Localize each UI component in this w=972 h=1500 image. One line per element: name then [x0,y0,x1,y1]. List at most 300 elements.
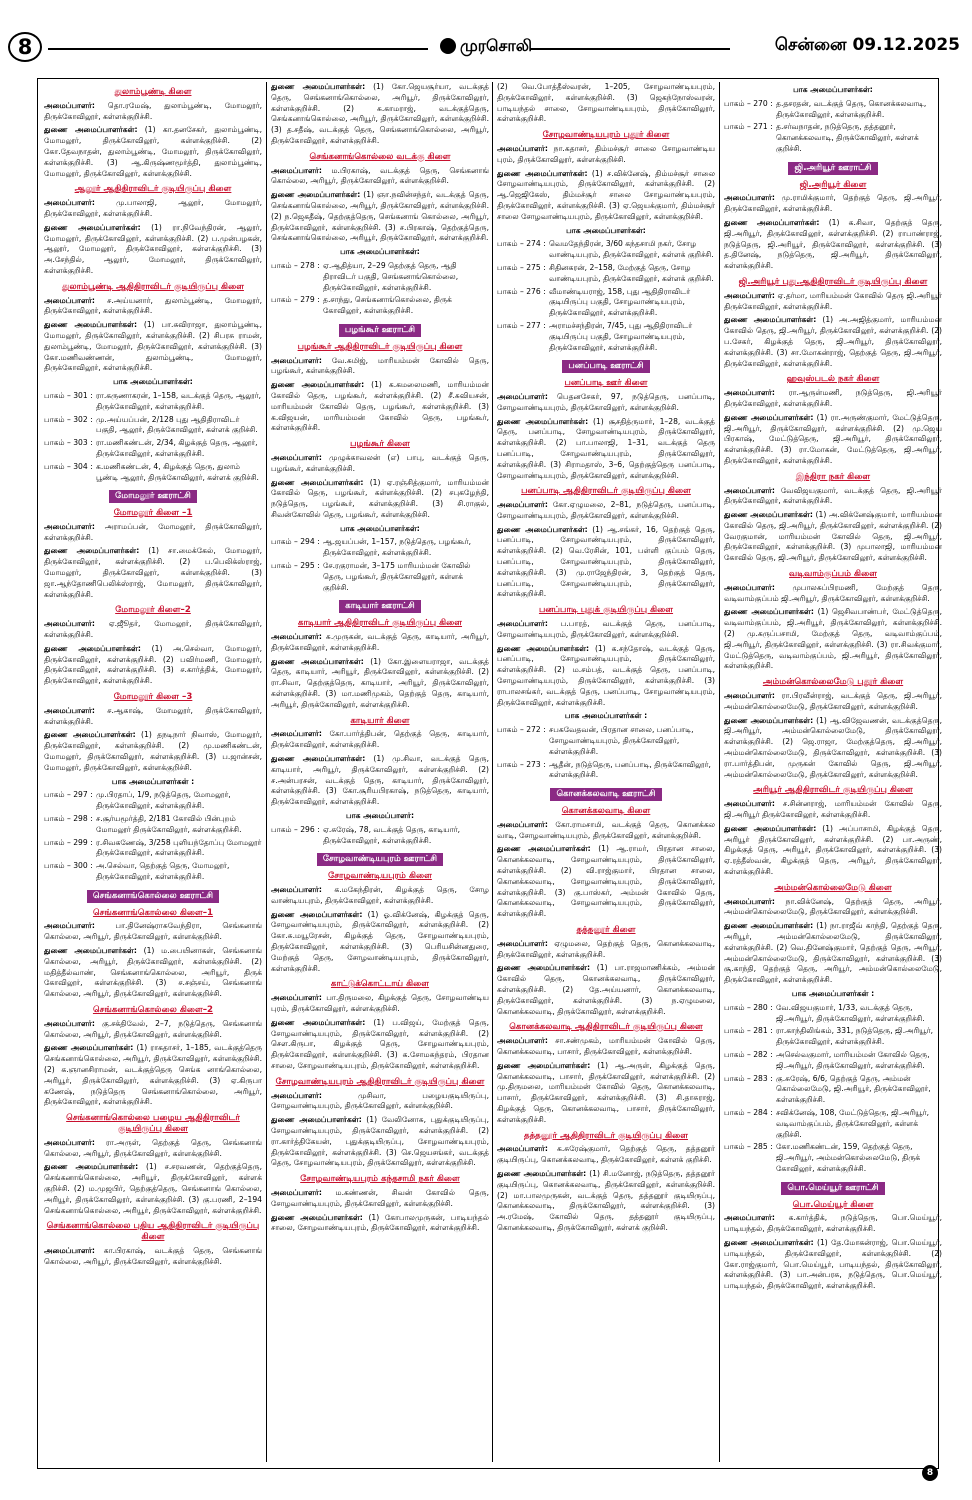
booth-number: பாகம் – 295 : [271,561,320,571]
role-label: அமைப்பாளர்: [44,1245,95,1255]
member-text: (1) அப்பாசாமி, கிழக்குத் தெரு, அரியூர் திருக்கோவிலூர், கள்ளக்குறிச்சி. (2) பா.அருண், கிழக்குத் தெரு, அரியூர், திருக்கோவிலூர், கள்ளக்குறிச்சி. (3) ஏ.ரத்தீஸ்வன், கிழக்குத் தெரு, அரியூர், திருக்கோவிலூர், கள்ளக்குறிச்சி. [724,823,942,876]
role-label: துணை அமைப்பாளர்கள்: [497,1168,587,1178]
booth-entry [44,391,262,413]
member-paragraph [271,729,489,751]
member-text: (1) ச.விக்னேஷ், திம்மச்சூர் சாலை சோழவாண்டியபுரம், திருக்கோவிலூர், கள்ளக்குறிச்சி. (2) ஆ.ஜெஜிகேஸ், திம்மச்சூர் சாலை சோழவாண்டியபுரம், திருக்கோவிலூர், கள்ளக்குறிச்சி. (3) ஏ.ஜெயக்குமார், திம்மச்சூர் சாலை சோழவாண்டியபுரம், திருக்கோவிலூர், கள்ளக்குறிச்சி. [497,168,715,221]
member-paragraph [497,169,715,223]
column-2 [271,82,489,1462]
branch-heading: செங்கனாங்கொல்லை பழைய ஆதிதிராவிடர் குடியிருப்பு கிளை [66,1113,240,1134]
branch-heading: பனப்பாடி ஆதிதிராவிடர் குடியிருப்பு கிளை [521,486,691,497]
role-label: துணை அமைப்பாளர்கள்: [271,82,366,91]
city-date: சென்னை 09.12.2025 [774,35,960,55]
member-paragraph [497,82,715,125]
member-paragraph [44,730,262,773]
role-label: துணை அமைப்பாளர்கள்: [44,1043,134,1053]
member-text: (1) ஆ.ராமர், பிரதான சாலை, கொனக்கலவாடி, சோழவாண்டியபுரம், திருக்கோவிலூர், கள்ளக்குறிச்சி. (2) வி.ராஜ்குமார், பிரதான சாலை, கொனக்கலவாடி, சோழவாண்டியபுரம், திருக்கோவிலூர், கள்ளக்குறிச்சி. (3) கு.பாஸ்கர், அம்மன் கோவில் தெரு, கொனக்கலவாடி, சோழவாண்டியபுரம், திருக்கோவிலூர், கள்ளக்குறிச்சி. [497,844,715,919]
booth-heading: பாக அமைப்பாளர்: [346,811,414,821]
member-paragraph [497,1144,715,1166]
booth-number: பாகம் – 279 : [271,295,320,305]
member-text: (1) ஆ.சங்கர், 16, தெற்குத் தெரு, பனப்பாடி, சோழவாண்டியபுரம், திருக்கோவிலூர், கள்ளக்குறிச்சி. (2) வெ.ரேசின், 101, பள்ளி குப்பம் தெரு, பனப்பாடி, சோழவாண்டியபுரம், திருக்கோவிலூர், கள்ளக்குறிச்சி. (3) மு.ராஜேந்திரன், 3, தெற்குத் தெரு, பனப்பாடி, சோழவாண்டியபுரம், திருக்கோவிலூர், கள்ளக்குறிச்சி. [497,524,715,599]
booth-number: பாகம் – 280 : [724,1002,773,1012]
panchayat-heading: மோமலூர் ஊராட்சி [109,490,197,503]
member-text: (1) ரா.அருண்குமார், மேட்டுத்தெரு, ஜி.அரியூர், திருக்கோவிலூர், கள்ளக்குறிச்சி. (2) மு.ஜெய பிரகாஷ், மேட்டுத்தெரு, ஜி.அரியூர், திருக்கோவிலூர், கள்ளக்குறிச்சி. (3) ரா.மோகன், மேட்டுத்தெரு, ஜி.அரியூர், திருக்கோவிலூர், கள்ளக்குறிச்சி. [724,412,942,465]
booth-agent: மு.பிரதாப், 1/9, நடுத்தெரு, மோமலூர், திருக்கோவிலூர், கள்ளக்குறிச்சி. [96,790,231,811]
role-label: துணை அமைப்பாளர்கள்: [724,510,813,520]
member-paragraph [497,144,715,166]
member-text: (1) ஜெசிவபாண்பர், மேட்டுத்தெரு, வடிவாம்குப்பம், ஜி.அரியூர், திருக்கோவிலூர், கள்ளக்குறிச்சி. (2) மு.கருப்பசாமி, மேற்குத் தெரு, வடிவாம்குப்பம், ஜி.அரியூர், திருக்கோவிலூர், கள்ளக்குறிச்சி. (3) ரா.சிவக்குமார், மேட்டுத்தெரு, வடிவாம்குப்பம், ஜி.அரியூர், திருக்கோவிலூர், கள்ளக்குறிச்சி. [724,607,942,671]
member-text: (1) ச.சரவணன், தெற்குத்தெரு, செங்கனாங்கொல்லை, அரியூர், திருக்கோவிலூர், கள்ளக் குறிச்சி. (2) ம.முஜபிர், தெற்குத்தெரு, செங்கனாங் கொல்லை, அரியூர், திருக்கோவிலூர், கள்ளக்குறிச்சி. (3) கு.பரணி, 2–194 செங்கனாங்கொல்லை, அரியூர், திருக்கோவிலூர், கள்ளக்குறிச்சி. [44,1162,262,1215]
member-paragraph [271,453,489,475]
branch-heading: பழங்கூர் ஆதிதிராவிடர் குடியிருப்பு கிளை [297,341,463,352]
branch-heading: ஹவுஸ்படல் நகர் கிளை [786,374,880,385]
booth-number: பாகம் – 273 : [497,759,546,769]
member-paragraph [497,500,715,522]
member-paragraph [271,632,489,654]
role-label: துணை அமைப்பாளர்கள்: [271,477,364,487]
booth-number: பாகம் – 276 : [497,286,546,296]
member-text: (1) அ.விக்னேஷ்குமார், மாரியம்மன் கோவில் தெரு, ஜி.அரியூர், திருக்கோவிலூர், கள்ளக்குறிச்சி. (2) வேரகுமான், மாரியம்மன் கோவில் தெரு, ஜி.அரியூர், திருக்கோவிலூர், கள்ளக்குறிச்சி. (3) முபாலாஜி, மாரியம்மன் கோவில் தெரு, ஜி.அரியூர், திருக்கோவிலூர், கள்ளக்குறிச்சி. [724,510,942,563]
role-label: துணை அமைப்பாளர்கள்: [271,754,366,764]
member-text: முழுக்காவலன் (எ) பாபு, வடக்குத் தெரு, பழங்கூர், கள்ளக்குறிச்சி. [271,452,489,473]
role-label: அமைப்பாளர்: [271,1090,322,1100]
member-text: (1) கோ.ஜெயசூர்யா, வடக்குத் தெரு, செங்கனாங்கொல்லை, அரியூர், திருக்கோவிலூர், கள்ளக்குறிச்சி. (2) சு.காமராஜ், வடக்குத்தெரு, செங்கனாங்கொல்லை, அரியூர், திருக்கோவிலூர், கள்ளக்குறிச்சி. (3) த.சதீஷ், வடக்குத் தெரு, செங்கனாங்கொல்லை, அரியூர், திருக்கோவிலூர், கள்ளக்குறிச்சி. [271,82,489,145]
panchayat-heading: பனப்பாடி ஊராட்சி [562,360,649,373]
role-label: அமைப்பாளர்: [44,921,95,931]
branch-heading: இந்திரா நகர் கிளை [795,471,871,482]
member-text: ம.கண்ணன், சிவன் கோவில் தெரு, சோழவாண்டியபுரம், திருக்கோவிலூர், கள்ளக்குறிச்சி. [271,1187,489,1208]
member-text: க.கார்த்திக், நடுத்தெரு, பொ.மெய்யூர், பாடியந்தல், திருக்கோவிலூர், கள்ளக்குறிச்சி. [724,1213,942,1234]
member-paragraph [44,706,262,728]
member-paragraph [271,166,489,188]
booth-agent: ரா.காந்திலிங்கம், 331, நடுத்தெரு, ஜி.அரியூர், திருக்கோவிலூர், கள்ளக்குறிச்சி. [776,1026,933,1047]
role-label: துணை அமைப்பாளர்கள்: [271,1017,366,1027]
column-4 [724,82,942,1462]
member-text: மு.ராமிக்குமார், தெற்குத் தெரு, ஜி.அரியூர், திருக்கோவிலூர், கள்ளக்குறிச்சி. [724,193,942,214]
member-text: க.மகேந்திரன், கிழக்குத் தெரு, சோழ வாண்டியபுரம், திருக்கோவிலூர், கள்ளக்குறிச்சி. [271,885,489,905]
role-label: அமைப்பாளர்: [271,355,322,365]
member-paragraph [271,910,489,975]
role-label: அமைப்பாளர்: [271,165,322,175]
booth-number: பாகம் – 297 : [44,790,93,800]
role-label: துணை அமைப்பாளர்கள்: [724,217,820,227]
booth-heading: பாக அமைப்பாளர்கள் : [791,988,875,998]
role-label: துணை அமைப்பாளர்கள்: [271,1212,363,1222]
booth-heading: பாக அமைப்பாளர்கள் : [564,711,648,721]
member-paragraph [271,754,489,808]
member-text: கோ.ராமசாமி, வடக்குத் தெரு, கொனக்கல வாடி, சோழவாண்டியபுரம், திருக்கோவிலூர், கள்ளக்குறிச்சி. [497,819,715,840]
role-label: அமைப்பாளர்: [44,100,95,110]
booth-number: பாகம் – 277 : [497,320,546,330]
role-label: துணை அமைப்பாளர்கள்: [271,380,365,390]
branch-heading: மோமலூர் கிளை –3 [113,692,193,703]
branch-heading: சோழவாண்டியபுரம் கந்தசாமி நகர் கிளை [300,1174,460,1185]
column-1 [44,82,262,1462]
role-label: அமைப்பாளர்: [724,388,775,398]
branch-heading: துலாம்பூண்டி ஆதிதிராவிடர் குடியிருப்பு கிளை [62,281,244,292]
member-text: ஏ.தர்மா, மாரியம்மன் கோவில் தெரு ஜி.அரியூர் திருக்கோவிலூர், கள்ளக்குறிச்சி. [724,290,942,311]
member-text: கோ.பார்த்திபன், தெற்குத் தெரு, காடியார், திருக்கோவிலூர், கள்ளக்குறிச்சி. [271,729,489,750]
role-label: அமைப்பாளர்: [497,938,548,948]
branch-heading: மோமலூர் கிளை–2 [115,605,191,616]
member-text: வேவிஜயகுமார், வடக்குத் தெரு, ஜி.அரியூர் திருக்கோவிலூர், கள்ளக்குறிச்சி. [724,485,942,506]
member-text: சு.முருகன், வடக்குத் தெரு, காடியார், அரியூர், திருக்கோவிலூர், கள்ளக்குறிச்சி. [271,632,489,652]
member-paragraph [44,1246,262,1268]
booth-entry [271,537,489,559]
role-label: அமைப்பாளர்: [497,500,548,510]
member-paragraph [271,1115,489,1169]
branch-heading: சோழவாண்டியபுரம் புதூர் கிளை [542,130,670,141]
role-label: துணை அமைப்பாளர்கள்: [724,921,814,931]
member-text: (1) க.சிவா, தெற்குத் தெரு, ஜி.அரியூர், திருக்கோவிலூர், கள்ளக்குறிச்சி. (2) ராபாண்ராஜ், நடுத்தெரு, ஜி.அரியூர், திருக்கோவிலூர், கள்ளக்குறிச்சி. (3) த.தினேஷ், நடுத்தெரு, ஜி.அரியூர், திருக்கோவிலூர், கள்ளக்குறிச்சி. [724,217,942,271]
member-text: கோ.ஏழுமலை, 2–81, நடுத்தெரு, பனப்பாடி, சோழவாண்டியபுரம், திருக்கோவிலூர், கள்ளக்குறிச்சி. [497,500,715,520]
booth-agent: த.தசரதன், வடக்குத் தெரு, கொனக்கலவாடி, திருக்கோவிலூர், கள்ளக்குறிச்சி. [776,98,927,119]
member-paragraph [724,218,942,272]
booth-entry [497,760,715,782]
member-text: (1) ஞா.நவின்சந்தர், வடக்குத் தெரு, செங்கனாங்கொல்லை, அரியூர், திருக்கோவிலூர், கள்ளக்குறிச்சி. (2) ந.ஜெகதீஷ், தெற்குத்தெரு, செங்கனாங் கொல்லை, அரியூர், திருக்கோவிலூர், கள்ளக்குறிச்சி. (3) ச.பிரகாஷ், தெற்குத்தெரு, செங்கனாங்கொல்லை, அரியூர், திருக்கோவிலூர், கள்ளக்குறிச்சி. [271,190,489,243]
booth-agent: ர.சிவகணேஷ், 3/258 புளியந்தோப்பு மோமலூர் திருக்கோவிலூர், கள்ளக்குறிச்சி. [96,837,262,858]
branch-heading: மோமலூர் கிளை –1 [113,508,193,519]
booth-agent: வெமதேந்திரன், 3/60 கந்தசாமி நகர், சோழ வாண்டியபுரம், திருக்கோவிலூர், கள்ளக் குறிச்சி. [549,239,714,260]
booth-entry [724,1142,942,1174]
role-label: அமைப்பாளர்: [44,1018,95,1028]
member-text: முசிவா, பழையகுடியிருப்பு, சோழவாண்டியபுரம், திருக்கோவிலூர், கள்ளக்குறிச்சி. [271,1090,489,1111]
member-paragraph [724,315,942,369]
role-label: துணை அமைப்பாளர்கள்: [724,823,817,833]
member-text: (1) கா.தனசேகர், துலாம்பூண்டி, மோமலூர், திருக்கோவிலூர், கள்ளக்குறிச்சி. (2) கோ.தேவநாதன், துலாம்பூண்டி, மோமலூர், திருக்கோவிலூர், கள்ளக்குறிச்சி. (3) ஆ.கிருஷ்ணமூர்த்தி, துலாம்பூண்டி, மோமலூர், திருக்கோவிலூர், கள்ளக்குறிச்சி. [44,125,262,178]
member-text: கு.சக்திவேல், 2–7, நடுத்தெரு, செங்கனாங் கொல்லை, அரியூர், திருக்கோவிலூர், கள்ளக்குறிச்சி. [44,1018,262,1039]
page-number: 8 [8,32,42,62]
member-paragraph [44,101,262,123]
panchayat-heading: பழங்கூர் ஊராட்சி [339,324,421,337]
booth-entry [44,462,262,484]
booth-entry [44,861,262,883]
publication-name: முரசொலி [460,36,532,55]
member-paragraph [724,1238,942,1292]
page-header [0,0,972,58]
member-paragraph [44,198,262,220]
member-text: (1) பா.ராஜமாணிக்கம், அம்மன் கோவில் தெரு, கொனக்கலவாடி, திருக்கோவிலூர், கள்ளக்குறிச்சி. (2) தே.அய்யனார், கொனக்கலவாடி, திருக்கோவிலூர், கள்ளக்குறிச்சி. (3) ந.ஏழுமலை, கொனக்கலவாடி, திருக்கோவிலூர், கள்ளக்குறிச்சி. [497,963,715,1016]
branch-heading: செங்கனாங்கொல்லை கிளை–1 [92,907,214,918]
member-text: (1) சா.மைக்கேல், மோமலூர், திருக்கோவிலூர், கள்ளக்குறிச்சி. (2) ப.பெலிக்ஸ்ராஜ், மோமலூர், திருக்கோவிலூர், கள்ளக்குறிச்சி. (3) ஜா.ஆந்தோணிபெலிக்ஸ்ராஜ், மோமலூர், திருக்கோவிலூர், கள்ளக்குறிச்சி. [44,546,262,599]
booth-number: பாகம் – 299 : [44,837,93,847]
role-label: அமைப்பாளர்: [497,1144,548,1154]
member-text: (1) க.சந்தோஷ், வடக்குத் தெரு, பனப்பாடி, சோழவாண்டியபுரம், திருக்கோவிலூர், கள்ளக்குறிச்சி. (2) ம.சம்பத், வடக்குத் தெரு, பனப்பாடி, சோழவாண்டியபுரம், திருக்கோவிலூர், கள்ளக்குறிச்சி. (3) ராபாலசங்கர், வடக்குத் தெரு, பனப்பாடி, சோழவாண்டியபுரம், திருக்கோவிலூர், கள்ளக்குறிச்சி. [497,643,715,707]
role-label: துணை அமைப்பாளர்கள்: [44,125,138,135]
role-label: துணை அமைப்பாளர்கள்: [44,320,138,330]
branch-heading: கொனக்கலவாடி ஆதிதிராவிடர் குடியிருப்பு கிளை [509,1022,703,1033]
booth-agent: ச.சூர்யமூர்த்தி, 2/181 கோவில் பின்புறம் மோமலூர் திருக்கோவிலூர், கள்ளக்குறிச்சி. [96,814,242,834]
role-label: துணை அமைப்பாளர்கள்: [724,1237,814,1247]
member-text: ச.அய்யனார், துலாம்பூண்டி, மோமலூர், திருக்கோவிலூர், கள்ளக்குறிச்சி. [44,295,262,316]
member-paragraph [44,946,262,1000]
member-paragraph [44,644,262,687]
booth-entry [497,321,715,353]
booth-number: பாகம் – 304 : [44,461,93,471]
member-text: கா.பிரகாஷ், வடக்குத் தெரு, செங்கனாங் கொல்லை, அரியூர், திருக்கோவிலூர், கள்ளக்குறிச்சி. [44,1245,262,1266]
member-paragraph [497,644,715,709]
member-paragraph [497,939,715,961]
role-label: துணை அமைப்பாளர்கள்: [724,315,817,325]
member-paragraph [724,607,942,672]
member-paragraph [271,190,489,244]
column-3 [497,82,715,1462]
booth-entry [724,1050,942,1072]
member-text: வே.சுமிஜ், மாரியம்மன் கோவில் தெரு, பழங்கூர், கள்ளக்குறிச்சி. [271,355,489,376]
member-paragraph [724,1213,942,1235]
member-paragraph [497,1061,715,1126]
member-paragraph [497,619,715,641]
member-text: மு.பாலாஜி, ஆலூர், மோமலூர், திருக்கோவிலூர், கள்ளக்குறிச்சி. [44,198,262,218]
member-text: நா.விக்னேஷ், தெற்குத் தெரு, அரியூர், அம்மன்கொல்லைமேடு, திருக்கோவிலூர், கள்ளக்குறிச்சி. [724,896,942,917]
member-text: பா.தினேஷ்ராசுவேந்திரா, செங்கனாங் கொல்லை, அரியூர், திருக்கோவிலூர், கள்ளக்குறிச்சி. [44,921,262,942]
member-text: (1) வேலினோசு, புதுக்குடியிருப்பு, சோழவாண்டியபுரம், திருக்கோவிலூர், கள்ளக்குறிச்சி. (2) ரா.கார்த்திகேயன், புதுக்குடியிருப்பு, சோழவாண்டியபுரம், திருக்கோவிலூர், கள்ளக்குறிச்சி. (3) செ.ஜெயசங்கர், வடக்குத் தெரு, சோழவாண்டியபுரம், திருக்கோவிலூர், கள்ளக்குறிச்சி. [271,1115,489,1168]
branch-heading: பொ.மெய்யூர் கிளை [792,1199,874,1210]
booth-agent: கோ.மணிகண்டன், 159, தெற்குத் தெரு, ஜி.அரியூர், அம்மன்கொல்லைமேடு, திருக் கோவிலூர், கள்ளக்குறிச்சி. [776,1142,921,1173]
member-text: (1) அ.அஜித்குமார், மாரியம்மன் கோவில் தெரு, ஜி.அரியூர், திருக்கோவிலூர், கள்ளக்குறிச்சி. (2) ப.சேகர், கிழக்குத் தெரு, ஜி.அரியூர், திருக்கோவிலூர், கள்ளக்குறிச்சி. (3) சா.மோகன்ராஜ், தெற்குத் தெரு, ஜி.அரியூர், திருக்கோவிலூர், கள்ளக்குறிச்சி. [724,315,942,368]
member-text: ஏழுமலை, தெற்குத் தெரு, கொனக்கலவாடி, திருக்கோவிலூர், கள்ளக்குறிச்சி. [497,938,715,959]
member-text: (1) கோபாலமுருகன், பாடியந்தல் சாலை, சோழவாண்டியபுரம், திருக்கோவிலூர், கள்ளக்குறிச்சி. [271,1212,489,1233]
member-paragraph [271,1091,489,1113]
member-text: (1) சி.மனோஜ், நடுத்தெரு, தத்தனூர் குடியிருப்பு, கொனக்கலவாடி, திருக்கோவிலூர், கள்ளக்குறிச்சி. (2) மா.பாலமுருகன், வடக்குத் தெரு, தத்தனூர் குடியிருப்பு, கொனக்கலவாடி, திருக்கோவிலூர், கள்ளக்குறிச்சி. (3) அ.ரமேஷ், கோவில் தெரு, தத்தனூர் குடியிருப்பு, கொனக்கலவாடி, திருக்கோவிலூர், கள்ளக் குறிச்சி. [497,1168,715,1232]
role-label: அமைப்பாளர்: [44,705,95,715]
branch-heading: சோழவாண்டியபுரம் கிளை [328,871,432,882]
member-paragraph [271,993,489,1015]
booth-entry [44,415,262,437]
member-paragraph [44,619,262,641]
column-divider [266,82,267,1462]
branch-heading: கொனக்கலவாடி கிளை [561,806,651,817]
role-label: அமைப்பாளர்: [497,1036,548,1046]
role-label: அமைப்பாளர்: [724,582,775,592]
member-paragraph [271,356,489,378]
branch-heading: காடியார் கிளை [350,715,410,726]
booth-entry [44,438,262,460]
booth-number: பாகம் – 300 : [44,861,93,871]
member-paragraph [44,223,262,277]
member-paragraph [497,820,715,842]
member-paragraph [724,921,942,986]
booth-entry [271,825,489,847]
booth-heading: பாக அமைப்பாளர்கள்: [340,523,420,533]
role-label: துணை அமைப்பாளர்கள்: [271,909,363,919]
member-text: ப.பாரத், வடக்குத் தெரு, பனப்பாடி, சோழவாண்டியபுரம், திருக்கோவிலூர், கள்ளக்குறிச்சி. [497,619,715,639]
booth-number: பாகம் – 274 : [497,239,546,249]
role-label: துணை அமைப்பாளர்கள்: [497,1060,591,1070]
booth-entry [724,1074,942,1106]
role-label: துணை அமைப்பாளர்கள்: [724,715,814,725]
role-label: துணை அமைப்பாளர்கள்: [271,190,361,200]
branch-heading: பழங்கூர் கிளை [350,439,410,450]
branch-heading: பனப்பாடி ஊர் கிளை [564,378,648,389]
booth-number: பாகம் – 298 : [44,814,93,824]
booth-number: பாகம் – 278 : [271,260,320,270]
branch-heading: காட்டுக்கொட்டாய் கிளை [330,979,430,990]
role-label: அமைப்பாளர்: [271,993,322,1003]
role-label: அமைப்பாளர்: [497,619,548,629]
member-text: ரா.பிரவீன்ராஜ், வடக்குத் தெரு, ஜி.அரியூர், அம்மன்கொல்லைமேடு, திருக்கோவிலூர், கள்ளக்குறிச்சி. [724,691,942,711]
booth-entry [724,99,942,121]
member-paragraph [271,1018,489,1072]
member-text: ரா.அருள், தெற்குத் தெரு, செங்கனாங் கொல்லை, அரியூர், திருக்கோவிலூர், கள்ளக்குறிச்சி. [44,1137,262,1158]
role-label: அமைப்பாளர்: [724,799,775,809]
booth-agent: ஆதீன், நடுத்தெரு, பனப்பாடி, திருக்கோவிலூர், கள்ளக்குறிச்சி. [549,759,711,780]
branch-heading: ஆலூர் ஆதிதிராவிடர் குடியிருப்பு கிளை [74,184,232,195]
member-paragraph [44,1162,262,1216]
booth-entry [44,838,262,860]
booth-entry [44,790,262,812]
rising-sun-icon [440,38,456,54]
booth-entry [724,1026,942,1048]
masthead [440,36,532,57]
member-text: (1) ஏ.ரஞ்சித்குமார், மாரியம்மன் கோவில் தெரு, பழங்கூர், கள்ளக்குறிச்சி. (2) சபுகழேந்தி, நடுத்தெரு, பழங்கூர், கள்ளக்குறிச்சி. (3) சி.ராகுல், சிவன்கோவில் தெரு, பழங்கூர், கள்ளக்குறிச்சி. [271,477,489,519]
member-text: க.சுரேஷ்குமார், தெற்குத் தெரு, தத்தனூர் குடியிருப்பு, கொனக்கலவாடி, திருக்கோவிலூர், கள்ளக் குறிச்சி. [497,1144,715,1165]
member-paragraph [724,510,942,564]
role-label: அமைப்பாளர்: [44,295,95,305]
booth-number: பாகம் – 271 : [724,122,773,132]
member-paragraph [271,380,489,434]
member-paragraph [44,1138,262,1160]
member-text: (1) ம.பையினாகள், செங்கனாங் கொல்லை, அரியூர், திருக்கோவிலூர், கள்ளக்குறிச்சி. (2) மதித்தீல்வாண், செங்கனாங்கொல்லை, அரியூர், திருக் கோவிலூர், கள்ளக்குறிச்சி. (3) ச.சஞ்சய், செங்கனாங் கொல்லை, அரியூர், திருக்கோவிலூர், கள்ளக்குறிச்சி. [44,945,262,999]
role-label: துணை அமைப்பாளர்கள்: [44,222,141,232]
role-label: துணை அமைப்பாளர்கள்: [271,1115,362,1125]
booth-agent: ரா.மணிகண்டன், 2/34, கிழக்குத் தெரு, ஆலூர், திருக்கோவிலூர், கள்ளக்குறிச்சி. [96,438,258,458]
role-label: அமைப்பாளர்: [44,1137,95,1147]
member-paragraph [271,82,489,147]
member-text: (2) வெ.போத்தீஸ்வரன், 1–205, சோழவாண்டியபுரம், திருக்கோவிலூர், கள்ளக்குறிச்சி. (3) ஜெகந்நோஸ்வரன், பாடியந்தல் சாலை, சோழவாண்டியபுரம், திருக்கோவிலூர், கள்ளக்குறிச்சி. [497,82,715,124]
member-text: (1) ரா.நிவேந்திரன், ஆலூர், மோமலூர், திருக்கோவிலூர், கள்ளக்குறிச்சி. (2) ப.முன்பழகன், ஆலூர், மோமலூர், திருக்கோவிலூர், கள்ளக்குறிச்சி. (3) அ.சேந்தில், ஆலூர், மோமலூர், திருக்கோவிலூர், கள்ளக்குறிச்சி. [44,222,262,275]
branch-heading: செங்கனாங்கொல்லை புதிய ஆதிதிராவிடர் குடியிருப்பு கிளை [46,1221,260,1243]
booth-agent: அசெல்வகுமார், மாரியம்மன் கோவில் தெரு, ஜி.அரியூர், திருக்கோவிலூர், கள்ளக்குறிச்சி. [776,1049,930,1070]
booth-number: பாகம் – 275 : [497,262,546,272]
booth-agent: சிதினகரன், 2–158, மேற்குத் தெரு, சோழ வாண்டியபுரம், திருக்கோவிலூர், கள்ளக் குறிச்சி. [549,262,714,283]
booth-heading: பாக அமைப்பாளர்கள்: [566,225,646,235]
role-label: துணை அமைப்பாளர்கள்: [724,412,814,422]
booth-agent: அராமச்சந்திரன், 7/45, புது ஆதிதிராவிடர் குடியிருப்பு பகுதி, சோழவாண்டியபுரம், திருக்கோவிலூர், கள்ளக்குறிச்சி. [549,320,693,352]
role-label: துணை அமைப்பாளர்கள்: [497,416,589,426]
branch-heading: காடியார் ஆதிதிராவிடர் குடியிருப்பு கிளை [297,618,463,629]
booth-agent: சே.ரகுராமன், 3–175 மாரியம்மன் கோவில் தெரு, பழங்கூர், திருக்கோவிலூர், கள்ளக் குறிச்சி. [323,561,471,592]
booth-agent: ஏ.சுரேஷ், 78, வடக்குத் தெரு, காடியார், திருக்கோவிலூர், கள்ளக்குறிச்சி. [323,824,461,845]
role-label: அமைப்பாளர்: [724,193,775,203]
member-text: (1) ப.விஜய், மேற்குத் தெரு, சோழவாண்டியபுரம், திருக்கோவிலூர், கள்ளக்குறிச்சி. (2) செள.கிருபா, கிழக்குத் தெரு, சோழவாண்டியபுரம், திருக்கோவிலூர், கள்ளக்குறிச்சி. (3) க.சோமசுந்தரம், பிரதான சாலை, சோழவாண்டியபுரம், திருக்கோவிலூர், கள்ளக்குறிச்சி. [271,1017,489,1070]
member-paragraph [724,716,942,781]
role-label: அமைப்பாளர்: [271,729,322,739]
role-label: அமைப்பாளர்: [724,691,775,701]
role-label: துணை அமைப்பாளர்கள்: [497,963,591,973]
booth-heading: பாக அமைப்பாளர்கள்: [793,85,873,94]
booth-agent: க.மணிகண்டன், 4, கிழக்குத் தெரு, துலாம் பூண்டி ஆலூர், திருக்கோவிலூர், கள்ளக் குறிச்சி. [96,461,259,482]
member-text: தொ.ரமேஷ், துலாம்பூண்டி, மோமலூர், திருக்கோவிலூர், கள்ளக்குறிச்சி. [44,100,262,121]
member-paragraph [44,296,262,318]
member-text: பெதனசேகர், 97, நடுத்தெரு, பனப்பாடி, சோழவாண்டியபுரம், திருக்கோவிலூர், கள்ளக்குறிச்சி. [497,391,715,412]
member-text: (1) சூசதித்ருமார், 1–28, வடக்குத் தெரு, பனப்பாடி, சோழவாண்டியபுரம், திருக்கோவிலூர், கள்ளக்குறிச்சி. (2) பா.பாலாஜி, 1–31, வடக்குத் தெரு பனப்பாடி, சோழவாண்டியபுரம், திருக்கோவிலூர், கள்ளக்குறிச்சி. (3) சிராமதாஸ், 3–6, தெற்குத்தெரு பனப்பாடி, சோழவாண்டியபுரம், திருக்கோவிலூர், கள்ளக்குறிச்சி. [497,416,715,480]
booth-entry [724,1003,942,1025]
role-label: அமைப்பாளர்: [724,485,775,495]
member-text: (1) நா.ராஜீவ் காந்தி, தெற்குத் தெரு, அரியூர், அம்மன்கொல்லைமேடு, திருக்கோவிலூர், கள்ளக்குறிச்சி. (2) வெ.தினேஷ்குமார், தெற்குத் தெரு, அரியூர், அம்மன்கொல்லைமேடு, திருக்கோவிலூர், கள்ளக்குறிச்சி. (3) சூ.காந்தி, தெற்குத் தெரு, அரியூர், அம்மன்கொல்லைமேடு, திருக்கோவிலூர், கள்ளக்குறிச்சி. [724,921,942,985]
column-divider [492,82,493,1462]
role-label: அமைப்பாளர்: [271,885,322,894]
member-text: ச.ஆகாஷ், மோமலூர், திருக்கோவிலூர், கள்ளக்குறிச்சி. [44,705,262,726]
branch-heading: செங்கனாங்கொல்லை கிளை–2 [92,1004,214,1015]
branch-heading: தத்தனூர் கிளை [576,924,636,935]
member-paragraph [724,583,942,605]
booth-agent: வீமாண்டியராஜ், 158, புது ஆதிதிராவிடர் குடியிருப்பு பகுதி, சோழவாண்டியபுரம், திருக்கோவிலூர், கள்ளக்குறிச்சி. [549,286,691,318]
role-label: துணை அமைப்பாளர்கள்: [497,524,588,534]
booth-entry [271,261,489,293]
header-rule-left [48,48,428,50]
booth-number: பாகம் – 302 : [44,414,93,424]
booth-entry [724,122,942,154]
booth-number: பாகம் – 296 : [271,824,320,834]
booth-number: பாகம் – 284 : [724,1107,773,1117]
role-label: துணை அமைப்பாளர்கள்: [44,945,137,955]
member-paragraph [44,921,262,943]
branch-heading: அம்மன்கொல்லைமேடு கிளை [774,882,892,893]
booth-heading: பாக அமைப்பாளர்கள்: [340,247,420,257]
panchayat-heading: கொனக்கலவாடி ஊராட்சி [550,788,661,801]
booth-agent: மு.அய்யப்பன், 2/128 புது ஆதிதிராவிடர் பகுதி, ஆலூர், திருக்கோவிலூர், கள்ளக் குறிச்சி. [96,414,258,435]
member-text: (1) ராகதாசர், 1–185, வடக்குத்தெரு செங்கனாங்கொல்லை, அரியூர், திருக்கோவிலூர், கள்ளக்குறிச்சி. (2) க.ஞானசிராமன், வடக்குத்தெரு செங்க னாங்கொல்லை, அரியூர், திருக்கோவிலூர், கள்ளக்குறிச்சி. (3) ஏ.கிருபா கணேஷ், நடுத்தெரு செங்கனாங்கொல்லை, அரியூர், திருக்கோவிலூர், கள்ளக்குறிச்சி. [44,1043,262,1107]
panchayat-heading: ஜி.அரியூர் ஊராட்சி [788,162,877,175]
role-label: அமைப்பாளர்: [497,391,548,401]
role-label: துணை அமைப்பாளர்கள்: [44,730,136,740]
member-text: (1) க.கமலைமணி, மாரியம்மன் கோவில் தெரு, பழங்கூர், கள்ளக்குறிச்சி. (2) சீ.சுவியசன், மாரியம்மன் கோவில் தெரு, பழங்கூர், கள்ளக்குறிச்சி. (3) க.விஜயன், மாரியம்மன் கோவில் தெரு, பழங்கூர், கள்ளக்குறிச்சி. [271,380,489,433]
member-text: (1) ஓ.விக்னேஷ், கிழக்குத் தெரு, சோழவாண்டியபுரம், திருக்கோவிலூர், கள்ளக்குறிச்சி. (2) கோ.சு.மயூரேசன், கிழக்குத் தெரு, சோழவாண்டியபுரம், திருக்கோவிலூர், கள்ளக்குறிச்சி. (3) பெரியசின்னதுரை, மேற்குத் தெரு, சோழவாண்டியபுரம், திருக்கோவிலூர், கள்ளக்குறிச்சி. [271,909,489,973]
booth-agent: வே.விஜயகுமார், 1/33, வடக்குத் தெரு, ஜி.அரியூர், திருக்கோவிலூர், கள்ளக்குறிச்சி. [776,1002,925,1023]
role-label: அமைப்பாளர்: [497,819,548,829]
member-text: (1) பா.சுவிராஜா, துலாம்பூண்டி, மோமலூர், திருக்கோவிலூர், கள்ளக்குறிச்சி. (2) சிபரசு ராமன், துலாம்பூண்டி, மோமலூர், திருக்கோவிலூர், கள்ளக்குறிச்சி. (3) கோ.மணிவண்ணன், துலாம்பூண்டி, மோமலூர், திருக்கோவிலூர், கள்ளக்குறிச்சி. [44,320,262,373]
booth-number: பாகம் – 285 : [724,1142,773,1152]
member-text: (1) ஆ.விஜேவணன், வடக்குத்தெரு, ஜி.அரியூர், அம்மன்கொல்லைமேடு, திருக்கோவிலூர், கள்ளக்குறிச்சி. (2) ஜெ.ராஜா, மேற்குத்தெரு, ஜி.அரியூர், அம்மன்கொல்லைமேடு, திருக்கோவிலூர், கள்ளக்குறிச்சி. (3) ரா.பார்த்திபன், முருகன் கோவில் தெரு, ஜி.அரியூர், அம்மன்கொல்லைமேடு, திருக்கோவிலூர், கள்ளக்குறிச்சி. [724,715,942,779]
member-paragraph [724,388,942,410]
role-label: துணை அமைப்பாளர்கள்: [44,643,141,653]
member-paragraph [724,824,942,878]
booth-entry [497,287,715,319]
booth-number: பாகம் – 301 : [44,390,93,400]
member-paragraph [724,897,942,919]
member-paragraph [44,522,262,544]
role-label: அமைப்பாளர்: [724,896,775,906]
branch-heading: பனப்பாடி புதுக் குடியிருப்பு கிளை [538,605,674,616]
member-text: ரா.ஆருள்மணி, நடுத்தெரு, ஜி.அரியூர் திருக்கோவிலூர், கள்ளக்குறிச்சி. [724,388,942,408]
role-label: துணை அமைப்பாளர்கள்: [497,844,591,854]
member-paragraph [724,413,942,467]
booth-agent: த.சர்வநாதன், நடுத்தெரு, தத்தனூர், கொனக்கலவாடி, திருக்கோவிலூர், கள்ளக் குறிச்சி. [776,122,919,153]
booth-number: பாகம் – 294 : [271,537,320,547]
booth-number: பாகம் – 272 : [497,725,546,735]
role-label: அமைப்பாளர்: [271,632,322,642]
member-paragraph [44,1043,262,1108]
booth-heading: பாக அமைப்பாளர்கள் : [111,776,195,786]
panchayat-heading: செங்கனாங்கொல்லை ஊராட்சி [87,890,219,903]
role-label: துணை அமைப்பாளர்கள்: [724,607,814,617]
booth-agent: சபகவேதவன், பிரதான சாலை, பனப்பாடி, சோழவாண்டியபுரம், திருக்கோவிலூர், கள்ளக்குறிச்சி. [549,725,694,756]
member-text: (1) அ.செல்வா, மோமலூர், திருக்கோவிலூர், கள்ளக்குறிச்சி. (2) பவிர்மணி, மோமலூர், திருக்கோவிலூர், கள்ளக்குறிச்சி. (3) ச.கார்த்திக், மோமலூர், திருக்கோவிலூர், கள்ளக்குறிச்சி. [44,643,262,686]
member-text: சா.சண்முகம், மாரியம்மன் கோவில் தெரு, கொனக்கலவாடி, பாசார், திருக்கோவிலூர், கள்ளக்குறிச்சி. [497,1036,715,1056]
booth-heading: பாக அமைப்பாளர்கள்: [113,377,193,387]
booth-agent: சவிக்னேஷ், 108, மேட்டுத்தெரு, ஜி.அரியூர், வடிவாம்குப்பம், திருக்கோவிலூர், கள்ளக் குறிச்சி. [776,1107,930,1139]
member-paragraph [271,885,489,907]
member-text: அராமப்பன், மோமலூர், திருக்கோவிலூர், கள்ளக்குறிச்சி. [44,521,262,542]
member-text: (1) தநடிநார் நிவாஸ், மோமலூர், திருக்கோவிலூர், கள்ளக்குறிச்சி. (2) மு.மணிகண்டன், மோமலூர், திருக்கோவிலூர், கள்ளக்குறிச்சி. (3) ப.ஜான்சன், மோமலூர், திருக்கோவிலூர், கள்ளக்குறிச்சி. [44,730,262,772]
branch-heading: அம்மன்கொல்லைமேடு புதூர் கிளை [762,677,904,688]
member-text: (1) ஆ.அருள், கிழக்குத் தெரு, கொனக்கலவாடி, பாசார், திருக்கோவிலூர், கள்ளக்குறிச்சி. (2) மு.திருமலை, மாரியம்மன் கோவில் தெரு, கொனக்கலவாடி, பாசார், திருக்கோவிலூர், கள்ளக்குறிச்சி. (3) சி.தாசுராஜ், கிழக்குத் தெரு, கொனக்கலவாடி, பாசார், திருக்கோவிலூர், கள்ளக்குறிச்சி. [497,1060,715,1124]
booth-entry [497,263,715,285]
booth-agent: ஏ.ஆதித்யா, 2–29 தெற்குத் தெரு, ஆதி திராவிடர் பகுதி, செங்கனாங்கொல்லை, திருக்கோவிலூர், கள்ளக்குறிச்சி. [323,260,459,292]
role-label: துணை அமைப்பாளர்கள்: [497,168,588,178]
booth-entry [497,725,715,757]
role-label: அமைப்பாளர்: [271,1187,322,1197]
